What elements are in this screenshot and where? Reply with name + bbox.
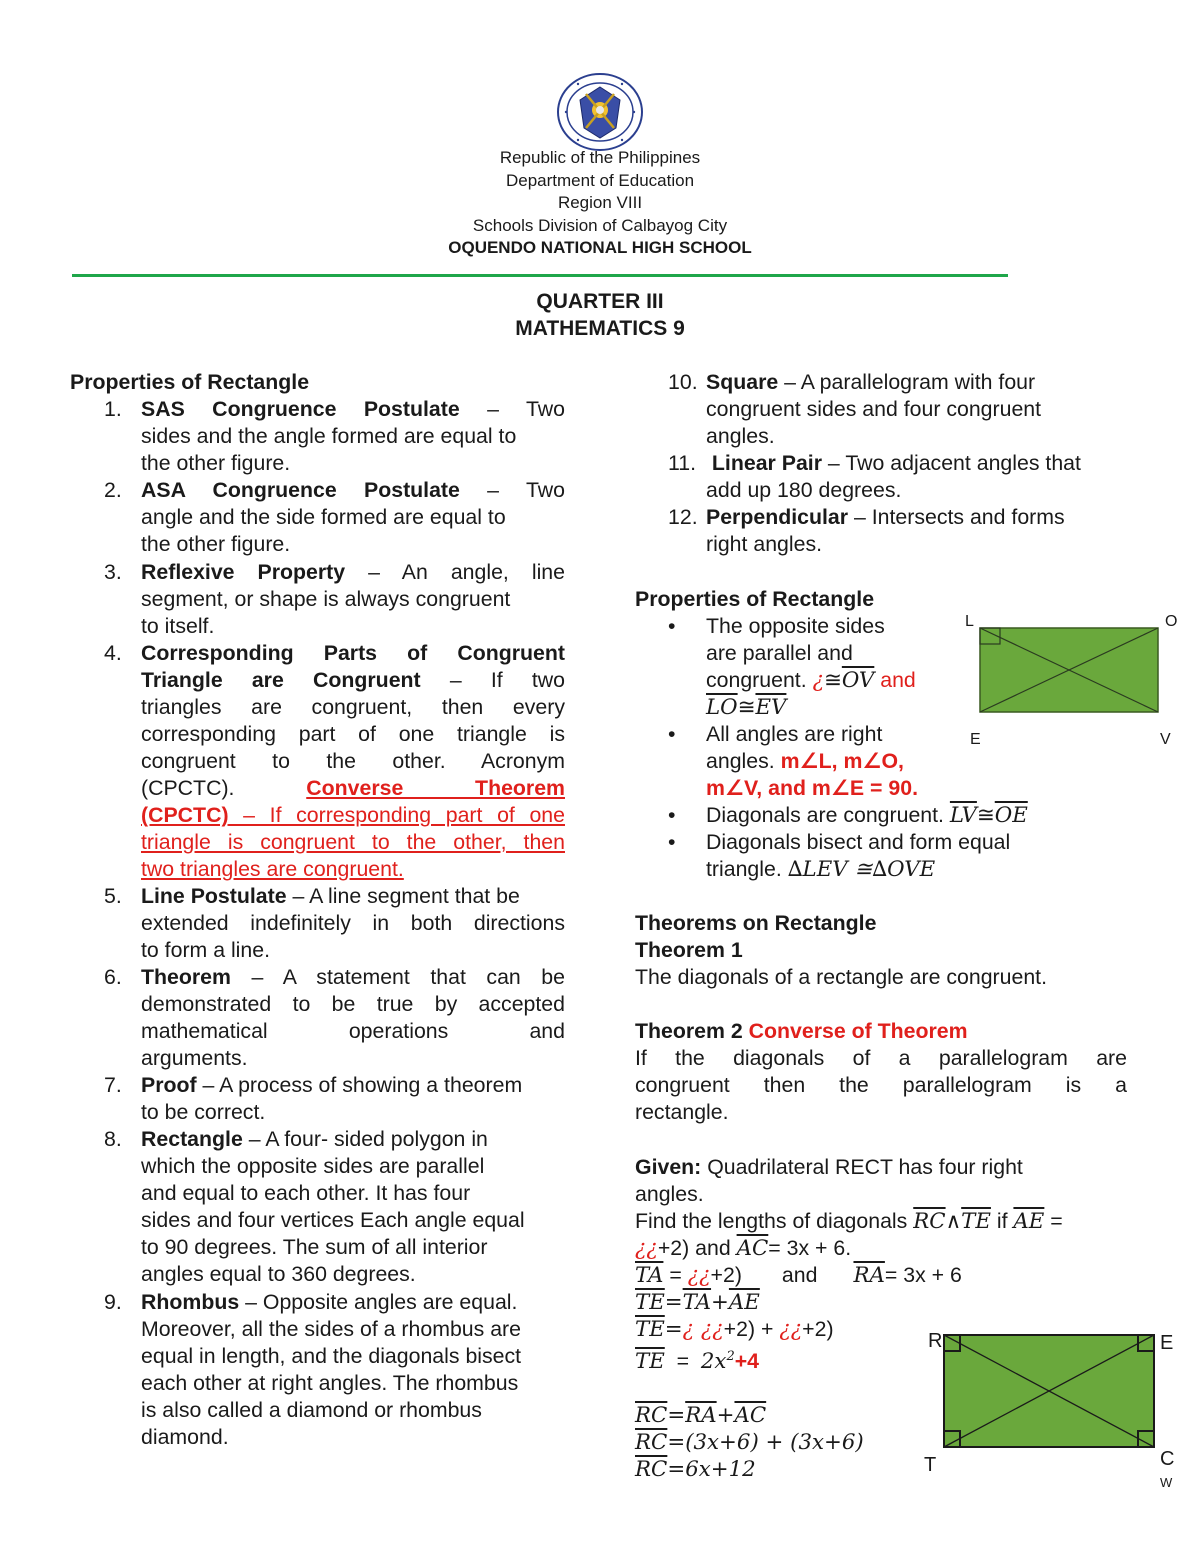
and-word: and <box>781 1263 818 1287</box>
header-region: Region VIII <box>557 193 643 212</box>
header-republic: Republic of the Philippines <box>499 148 701 167</box>
math-segment: $\overline{RC}$ <box>913 1209 946 1234</box>
vertex-label-e: E <box>1160 1332 1174 1354</box>
definition-text: mathematical operations and <box>141 1019 565 1043</box>
definition-text: each other at right angles. The rhombus <box>141 1371 519 1395</box>
separator: – <box>459 397 526 421</box>
find-text: +2) and <box>657 1236 737 1260</box>
list-item-5 <box>104 883 565 964</box>
definition-text: add up 180 degrees. <box>706 478 902 502</box>
math-segment: $\overline{TE}$ <box>635 1317 665 1342</box>
definition-text: A statement that can be <box>282 965 565 989</box>
definition-text: A four- sided polygon in <box>265 1127 488 1151</box>
theorem-text: rectangle. <box>635 1100 729 1124</box>
bullet-text: are parallel and <box>706 641 853 665</box>
math-expression: =(3x+6) + (3x+6) <box>667 1430 864 1456</box>
right-section-heading: Properties of Rectangle <box>635 587 875 611</box>
bullet-text: congruent. <box>706 668 813 692</box>
math-segment: $\overline{AE}$ <box>1013 1209 1045 1234</box>
theorem-2-label: Theorem 2 <box>635 1019 743 1043</box>
bullet-diagonals-congruent <box>668 802 1148 829</box>
definition-text: Opposite angles are equal. <box>262 1290 518 1314</box>
math-exponent: 2 <box>726 1349 735 1364</box>
math-expression: =6x+12 <box>667 1457 756 1483</box>
theorem-text: congruent then the parallelogram is a <box>635 1073 1127 1097</box>
definition-text: angle and the side formed are equal to <box>141 505 506 529</box>
definition-text: Two adjacent angles that <box>845 451 1081 475</box>
list-number: 2. <box>104 478 122 502</box>
header-department: Department of Education <box>505 171 695 190</box>
list-number: 9. <box>104 1290 122 1314</box>
angle-measures: m∠V, and m∠E = 90. <box>706 776 919 800</box>
bullet-diagonals-bisect <box>668 829 1148 883</box>
definition-text: extended indefinitely in both directions <box>141 911 565 935</box>
angle-measures: m∠L, m∠O, <box>780 749 904 773</box>
find-text: if <box>990 1209 1014 1233</box>
separator: – <box>822 451 846 475</box>
separator: – <box>420 668 491 692</box>
list-number: 11. <box>668 451 697 475</box>
math-segment: $\overline{EV}$ <box>755 695 787 720</box>
math-symbol: ∧ <box>945 1209 962 1234</box>
definition-text: If two <box>490 668 565 692</box>
header-divider <box>72 274 1008 277</box>
find-text: Find the lengths of diagonals <box>635 1209 914 1233</box>
bullet-text: Diagonals bisect and form equal <box>706 830 1011 854</box>
list-number: 8. <box>104 1127 122 1151</box>
term: Linear Pair <box>711 451 823 475</box>
theorem-text: If the diagonals of a parallelogram are <box>635 1046 1127 1070</box>
definition-text: Two <box>525 478 565 502</box>
definition-text: triangles are congruent, then every <box>141 695 565 719</box>
list-item-9 <box>104 1289 565 1451</box>
separator: – <box>848 505 872 529</box>
deped-seal-logo <box>556 72 644 152</box>
bullet-dot: • <box>668 614 676 638</box>
definition-text: the other figure. <box>141 451 291 475</box>
math-symbol: = <box>663 1263 688 1287</box>
math-symbol: + <box>711 1290 729 1315</box>
term: Square <box>706 370 779 394</box>
math-segment: $\overline{LV}$ <box>949 803 977 828</box>
math-symbol: + <box>716 1403 735 1429</box>
math-segment: $\overline{RA}$ <box>685 1403 717 1429</box>
bullet-text: Diagonals are congruent. <box>706 803 950 827</box>
math-segment: $\overline{AC}$ <box>734 1403 767 1429</box>
math-symbol: ≅ <box>737 695 756 720</box>
find-text: = 3x + 6. <box>768 1236 852 1260</box>
list-number: 7. <box>104 1073 122 1097</box>
definition-text: Moreover, all the sides of a rhombus are <box>141 1317 521 1341</box>
find-text: = <box>1044 1209 1063 1233</box>
separator: – <box>239 1290 263 1314</box>
given-label: Given: <box>635 1155 702 1179</box>
separator: – <box>459 478 526 502</box>
math-symbol: ¿ ¿¿ <box>682 1317 724 1342</box>
definition-text: equal in length, and the diagonals bisect <box>141 1344 522 1368</box>
definition-text: congruent to the other. Acronym <box>141 749 565 773</box>
vertex-label-c: C <box>1160 1448 1175 1470</box>
definition-text: sides and four vertices Each angle equal <box>141 1208 525 1232</box>
definition-text: is also called a diamond or rhombus <box>141 1398 482 1422</box>
header-division: Schools Division of Calbayog City <box>472 216 728 235</box>
definition-text: An angle, line <box>401 560 565 584</box>
bullet-text: and <box>874 668 916 692</box>
definition-text: A parallelogram with four <box>800 370 1036 394</box>
bullet-dot: • <box>668 830 676 854</box>
list-item-2 <box>104 477 565 558</box>
term: Rectangle <box>141 1127 243 1151</box>
math-symbol: = <box>664 1317 683 1342</box>
math-segment: $\overline{RC}$ <box>635 1403 668 1429</box>
definition-text: A line segment that be <box>309 884 520 908</box>
math-symbol: = <box>667 1403 686 1429</box>
theorem-2-converse: Converse of Theorem <box>748 1019 968 1043</box>
list-number: 4. <box>104 641 122 665</box>
quarter-title: QUARTER III <box>536 290 664 313</box>
math-segment: $\overline{TA}$ <box>635 1263 664 1288</box>
list-number: 1. <box>104 397 122 421</box>
definition-text: to be correct. <box>141 1100 266 1124</box>
theorem-1-label: Theorem 1 <box>635 938 743 962</box>
vertex-label-l: L <box>965 613 974 630</box>
math-expression: +2) + <box>723 1317 780 1341</box>
definition-text: to 90 degrees. The sum of all interior <box>141 1235 488 1259</box>
subject-title: MATHEMATICS 9 <box>515 317 685 340</box>
definition-text: to itself. <box>141 614 215 638</box>
bullet-text: angles. <box>706 749 781 773</box>
term: Reflexive Property <box>141 560 346 584</box>
term: Perpendicular <box>706 505 849 529</box>
bullet-right-angles <box>668 721 968 802</box>
math-segment: $\overline{RC}$ <box>635 1457 668 1483</box>
list-item-11 <box>668 450 1148 504</box>
bullet-text: triangle. <box>706 857 788 881</box>
separator: – <box>286 884 310 908</box>
given-text: Quadrilateral RECT has four right <box>701 1155 1023 1179</box>
math-symbol: ¿¿ <box>635 1236 658 1261</box>
math-symbol: = <box>664 1349 701 1374</box>
math-segment: $\overline{AC}$ <box>736 1236 769 1261</box>
vertex-label-v: V <box>1160 731 1171 748</box>
term: SAS Congruence Postulate <box>141 397 460 421</box>
math-symbol: ≅ <box>976 803 995 828</box>
vertex-label-t: T <box>924 1454 937 1476</box>
header-school-name: OQUENDO NATIONAL HIGH SCHOOL <box>448 238 752 257</box>
theorem-2-text <box>635 1045 1127 1126</box>
definition-text: angles. <box>706 424 775 448</box>
list-number: 10. <box>668 370 698 394</box>
list-item-8 <box>104 1126 565 1288</box>
separator: – <box>196 1073 220 1097</box>
bullet-dot: • <box>668 803 676 827</box>
list-item-3 <box>104 559 565 640</box>
definition-text: Two <box>525 397 565 421</box>
definition-text: demonstrated to be true by accepted <box>141 992 565 1016</box>
list-item-6 <box>104 964 565 1072</box>
list-number: 5. <box>104 884 122 908</box>
theorem-2-heading <box>635 1018 968 1045</box>
math-segment: $\overline{RA}$ <box>853 1263 885 1288</box>
math-expression: = 3x + 6 <box>884 1263 962 1287</box>
definition-text: arguments. <box>141 1046 248 1070</box>
definition-text: the other figure. <box>141 532 291 556</box>
term: Theorem <box>141 965 231 989</box>
definition-text: diamond. <box>141 1425 229 1449</box>
separator: – <box>242 1127 266 1151</box>
converse-theorem-label: Converse Theorem <box>306 776 565 800</box>
math-segment: $\overline{TE}$ <box>961 1209 991 1234</box>
bullet-text: All angles are right <box>706 722 883 746</box>
definition-text: A process of showing a theorem <box>219 1073 523 1097</box>
definition-text: angles equal to 360 degrees. <box>141 1262 416 1286</box>
math-symbol: ≅ <box>823 668 842 693</box>
definition-text: sides and the angle formed are equal to <box>141 424 517 448</box>
definition-text: right angles. <box>706 532 823 556</box>
math-triangles: ∆LEV ≅∆OVE <box>787 857 936 882</box>
separator: – <box>778 370 801 394</box>
definition-text: Intersects and forms <box>871 505 1065 529</box>
term: ASA Congruence Postulate <box>141 478 460 502</box>
list-item-7 <box>104 1072 565 1126</box>
converse-acronym: (CPCTC) <box>141 803 229 827</box>
math-symbol: ¿¿ <box>779 1317 803 1342</box>
converse-text: triangle is congruent to the other, then <box>141 830 565 854</box>
list-number: 12. <box>668 505 698 529</box>
math-symbol: ¿ <box>812 668 824 693</box>
math-segment: $\overline{TE}$ <box>635 1349 665 1375</box>
term: Rhombus <box>141 1290 240 1314</box>
definition-text: which the opposite sides are parallel <box>141 1154 485 1178</box>
bullet-opposite-sides <box>668 613 968 721</box>
list-item-10 <box>668 369 1148 450</box>
converse-text: two triangles are congruent. <box>141 857 404 881</box>
separator: – <box>345 560 402 584</box>
theorem-1-text: The diagonals of a rectangle are congruent. <box>635 965 1048 989</box>
math-segment: $\overline{TE}$ <box>635 1290 665 1315</box>
separator: – <box>230 965 283 989</box>
bullet-text: The opposite sides <box>706 614 885 638</box>
definition-text: corresponding part of one triangle is <box>141 722 565 746</box>
math-symbol: = <box>664 1290 683 1315</box>
vertex-label-o: O <box>1165 613 1178 630</box>
definition-text: to form a line. <box>141 938 271 962</box>
list-item-4 <box>104 640 565 883</box>
bullet-dot: • <box>668 722 676 746</box>
term: Corresponding Parts of Congruent <box>141 641 565 665</box>
math-segment: $\overline{OE}$ <box>994 803 1028 828</box>
list-item-12 <box>668 504 1148 558</box>
term: Proof <box>141 1073 197 1097</box>
rectangle-rect-figure <box>920 1325 1200 1495</box>
math-symbol: ¿¿ <box>687 1263 711 1288</box>
rectangle-love-figure <box>960 610 1185 750</box>
math-segment: $\overline{TA}$ <box>682 1290 712 1315</box>
math-expression: +2) <box>710 1263 742 1287</box>
math-expression: +2) <box>802 1317 834 1341</box>
math-segment: $\overline{RC}$ <box>635 1430 668 1456</box>
term: Line Postulate <box>141 884 287 908</box>
vertex-label-r: R <box>928 1330 943 1352</box>
converse-text: – If corresponding part of one <box>228 803 565 827</box>
vertex-label-w: W <box>1160 1475 1173 1490</box>
math-segment: $\overline{OV}$ <box>841 668 875 693</box>
list-item-1 <box>104 396 565 477</box>
list-number: 6. <box>104 965 122 989</box>
definition-text: (CPCTC). <box>141 776 235 800</box>
definition-text: congruent sides and four congruent <box>706 397 1042 421</box>
definition-text: and equal to each other. It has four <box>141 1181 471 1205</box>
left-section-heading: Properties of Rectangle <box>70 370 310 394</box>
math-segment: $\overline{LO}$ <box>706 695 738 720</box>
list-number: 3. <box>104 560 122 584</box>
math-expression: +4 <box>734 1349 760 1374</box>
given-text: angles. <box>635 1182 704 1206</box>
theorems-heading: Theorems on Rectangle <box>635 911 877 935</box>
math-segment: $\overline{AE}$ <box>728 1290 760 1315</box>
definition-text: segment, or shape is always congruent <box>141 587 511 611</box>
math-expression: 2x <box>700 1349 727 1375</box>
vertex-label-e: E <box>970 731 981 748</box>
term: Triangle are Congruent <box>141 668 421 692</box>
